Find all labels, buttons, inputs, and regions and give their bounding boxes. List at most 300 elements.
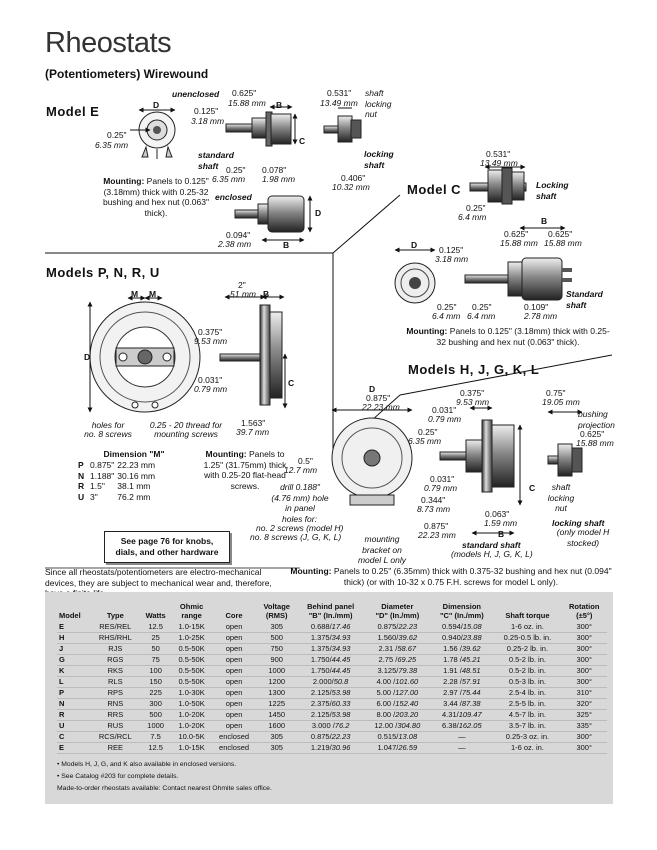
- table-cell: [364, 732, 430, 743]
- table-row: [57, 732, 607, 743]
- table-cell: [172, 732, 212, 743]
- table-cell: [364, 699, 430, 710]
- dim-value: 0.125": [194, 106, 219, 116]
- cell-value: 1.78 /: [443, 655, 462, 664]
- cell-value: open: [225, 666, 243, 675]
- table-cell: [561, 622, 607, 633]
- cell-value: RJS: [108, 644, 123, 653]
- cell-value: 1.0-50K: [178, 699, 205, 708]
- cell-value: 1.750/: [310, 666, 332, 675]
- dimension-m-row: [78, 471, 158, 482]
- model-e-locking-shaft-view: [324, 108, 361, 142]
- cell-value: RPS: [107, 688, 124, 697]
- table-cell: [297, 633, 364, 644]
- cell-value: 12.00 /: [374, 721, 398, 730]
- table-cell: [430, 644, 493, 655]
- table-cell: [91, 622, 140, 633]
- table-cell: [493, 677, 561, 688]
- holes-jgkl-label: no. 8 screws (J, G, K, L): [250, 532, 342, 542]
- table-cell: [257, 710, 297, 721]
- dimension-m-cell: U: [78, 491, 85, 502]
- cell-value: 1200: [268, 677, 286, 686]
- header-line: [59, 602, 89, 611]
- table-cell: [297, 710, 364, 721]
- cell-value: 8.00 /: [376, 710, 396, 719]
- table-cell: [57, 655, 91, 666]
- cell-value: 300°: [576, 677, 592, 686]
- dim-value-mm: 2.78 mm: [524, 311, 558, 321]
- header-line: range: [181, 611, 202, 620]
- table-cell: [561, 710, 607, 721]
- dim-value: 0.344": [421, 495, 446, 505]
- table-cell: [57, 677, 91, 688]
- cell-value: 300°: [576, 666, 592, 675]
- header-line: Watts: [145, 611, 166, 620]
- dim-value: 0.625": [232, 88, 257, 98]
- table-cell: [172, 677, 212, 688]
- cell-value: 87.38: [461, 699, 481, 708]
- cell-value: H: [59, 633, 65, 642]
- dimension-m-row: [78, 481, 158, 492]
- cell-value: 75: [151, 655, 160, 664]
- dim-d-label: D: [153, 100, 160, 110]
- dim-value-mm: 15.88 mm: [576, 438, 614, 448]
- dim-value: 0.375": [460, 388, 485, 398]
- table-cell: [493, 732, 561, 743]
- dim-value: 0.625": [548, 229, 573, 239]
- cell-value: 7.5: [150, 732, 161, 741]
- holes-for-label: holes for:: [282, 514, 317, 524]
- cell-value: 15.08: [462, 622, 482, 631]
- dim-value-mm: 6.4 mm: [432, 311, 461, 321]
- dim-value: 0.25": [107, 130, 127, 140]
- cell-value: 45.21: [461, 655, 481, 664]
- table-cell: [493, 688, 561, 699]
- cell-value: 76.2: [334, 721, 350, 730]
- table-cell: [297, 743, 364, 754]
- cell-value: 0.688/: [310, 622, 332, 631]
- table-cell: [140, 710, 172, 721]
- header-line: [93, 602, 138, 611]
- cell-value: 0.25-2 lb. in.: [506, 644, 549, 653]
- drill-hole-note: drill 0.188" (4.76 mm) hole in panel: [271, 482, 329, 513]
- table-cell: [212, 622, 257, 633]
- specification-table: [45, 592, 613, 804]
- cell-value: 34.93: [331, 644, 351, 653]
- table-cell: [364, 655, 430, 666]
- dim-m-label: M: [131, 289, 139, 299]
- cell-value: 13.08: [398, 732, 418, 741]
- cell-value: 0.5-50K: [178, 655, 205, 664]
- dim-value-mm: 9.53 mm: [456, 397, 490, 407]
- locking-shaft-label: locking shaft: [364, 149, 394, 170]
- cell-value: RCS/RCL: [98, 732, 132, 741]
- enclosed-label: enclosed: [215, 192, 252, 202]
- cell-value: 500: [149, 710, 162, 719]
- cell-value: 53.98: [331, 688, 351, 697]
- cell-value: 22.23: [331, 732, 351, 741]
- table-cell: [91, 721, 140, 732]
- cell-value: R: [59, 710, 65, 719]
- table-row: [57, 721, 607, 732]
- cell-value: 0.5-50K: [178, 677, 205, 686]
- table-cell: [297, 622, 364, 633]
- dimension-m-cell: R: [78, 481, 85, 491]
- cell-value: 4.5-7 lb. in.: [508, 710, 546, 719]
- locking-shaft-label: locking shaft: [552, 518, 605, 528]
- cell-value: 0.5-50K: [178, 666, 205, 675]
- table-cell: [430, 666, 493, 677]
- table-cell: [364, 743, 430, 754]
- cell-value: 0.875/: [310, 732, 332, 741]
- table-cell: [257, 688, 297, 699]
- dim-value-mm: 6.4 mm: [458, 212, 487, 222]
- cell-value: 26.59: [398, 743, 418, 752]
- table-header-cell: [57, 602, 91, 622]
- cell-value: 750: [270, 644, 283, 653]
- dimension-m-table: [78, 460, 158, 502]
- table-cell: [91, 699, 140, 710]
- dim-value: 0.125": [439, 245, 464, 255]
- dim-value: 0.875": [366, 393, 391, 403]
- cell-value: REE: [107, 743, 124, 752]
- table-cell: [257, 677, 297, 688]
- table-cell: [140, 688, 172, 699]
- table-cell: [430, 633, 493, 644]
- table-cell: [140, 721, 172, 732]
- cell-value: J: [59, 644, 64, 653]
- cell-value: RHS/RHL: [98, 633, 132, 642]
- dim-value: 1.563": [241, 418, 266, 428]
- table-cell: [257, 633, 297, 644]
- cell-value: 1.560/: [377, 633, 399, 642]
- table-row: [57, 622, 607, 633]
- cell-value: 0.25-3 oz. in.: [505, 732, 550, 741]
- dim-d-label: D: [84, 352, 91, 362]
- dim-b-label: B: [276, 100, 283, 110]
- cell-value: open: [225, 710, 243, 719]
- holes-for-label: holes for: [91, 420, 125, 430]
- header-line: [495, 602, 559, 611]
- table-row: [57, 688, 607, 699]
- dim-value: 2": [238, 280, 246, 290]
- cell-value: 335°: [576, 721, 592, 730]
- cell-value: L: [59, 677, 64, 686]
- table-cell: [212, 677, 257, 688]
- cell-value: 25: [151, 633, 160, 642]
- model-e-heading: Model E: [46, 104, 100, 119]
- table-cell: [430, 622, 493, 633]
- standard-shaft-label: standard shaft: [198, 150, 234, 171]
- table-cell: [257, 622, 297, 633]
- no8-screws-label: no. 8 screws: [84, 429, 132, 439]
- cell-value: P: [59, 688, 65, 697]
- dim-value: 0.875": [424, 521, 449, 531]
- table-cell: [57, 666, 91, 677]
- dim-value-mm: 0.79 mm: [194, 384, 228, 394]
- cell-value: 304.80: [397, 721, 421, 730]
- cell-value: —: [458, 732, 466, 741]
- table-cell: [172, 688, 212, 699]
- cell-value: 225: [149, 688, 162, 697]
- cell-value: K: [59, 666, 65, 675]
- table-cell: [257, 732, 297, 743]
- table-cell: [140, 732, 172, 743]
- table-cell: [140, 622, 172, 633]
- cell-value: 60.33: [331, 699, 351, 708]
- table-cell: [297, 732, 364, 743]
- cell-value: 69.25: [397, 655, 417, 664]
- dimension-m-cell: 22.23 mm: [117, 460, 156, 470]
- table-cell: [212, 644, 257, 655]
- cell-value: 44.45: [331, 666, 351, 675]
- cell-value: 320°: [576, 699, 592, 708]
- table-cell: [493, 721, 561, 732]
- dim-value-mm: 2.38 mm: [218, 239, 252, 249]
- header-line: (RMS): [265, 611, 288, 620]
- table-cell: [57, 743, 91, 754]
- table-cell: [430, 655, 493, 666]
- cell-value: 1.56 /: [443, 644, 462, 653]
- table-cell: [212, 666, 257, 677]
- header-line: [214, 602, 255, 611]
- cell-value: 127.00: [395, 688, 419, 697]
- dim-b-label: B: [283, 240, 290, 250]
- table-cell: [91, 655, 140, 666]
- dim-value-mm: 10.32 mm: [332, 182, 370, 192]
- table-header-cell: [212, 602, 257, 622]
- cell-value: 150: [149, 677, 162, 686]
- table-row: [57, 633, 607, 644]
- cell-value: open: [225, 721, 243, 730]
- model-pnru-mounting-note: Mounting: Panels to 1.25" (31.75mm) thick with 0.25-20 flat-head screws.: [203, 449, 287, 491]
- table-cell: [561, 666, 607, 677]
- table-cell: [172, 743, 212, 754]
- bushing-projection-label: bushing projection: [578, 409, 615, 430]
- table-header-cell: [257, 602, 297, 622]
- model-c-mounting-note: Mounting: Panels to 0.125" (3.18mm) thick with 0.25-32 bushing and hex nut (0.063" thick).: [406, 326, 610, 347]
- model-pnru-heading: Models P, N, R, U: [46, 265, 160, 280]
- cell-value: open: [225, 688, 243, 697]
- cell-value: open: [225, 633, 243, 642]
- cell-value: 1.219/: [310, 743, 332, 752]
- cell-value: open: [225, 677, 243, 686]
- cell-value: open: [225, 699, 243, 708]
- cell-value: 2.000/: [312, 677, 334, 686]
- mounting-bracket-note: mounting bracket on model L only: [357, 534, 407, 565]
- table-cell: [212, 732, 257, 743]
- cell-value: 300°: [576, 622, 592, 631]
- dim-value: 0.063": [485, 509, 510, 519]
- cell-value: 30.96: [331, 743, 351, 752]
- table-cell: [172, 633, 212, 644]
- cell-value: 0.5-50K: [178, 644, 205, 653]
- table-cell: [493, 633, 561, 644]
- table-cell: [493, 655, 561, 666]
- cell-value: 6.38/: [442, 721, 459, 730]
- table-header-cell: [430, 602, 493, 622]
- table-cell: [493, 710, 561, 721]
- dimension-m-cell: 30.16 mm: [117, 470, 156, 481]
- table-header-cell: [364, 602, 430, 622]
- cell-value: 1.375/: [310, 644, 332, 653]
- cell-value: RLS: [108, 677, 123, 686]
- header-line: [142, 602, 170, 611]
- table-cell: [57, 699, 91, 710]
- model-e-side-view: [226, 107, 295, 146]
- table-cell: [561, 644, 607, 655]
- cell-value: 2.5-4 lb. in.: [508, 688, 546, 697]
- cell-value: 39.62: [398, 633, 418, 642]
- table-cell: [140, 633, 172, 644]
- cell-value: 1.0-15K: [178, 743, 205, 752]
- table-cell: [212, 655, 257, 666]
- header-line: Shaft torque: [505, 611, 550, 620]
- cell-value: open: [225, 655, 243, 664]
- cell-value: 0.5-3 lb. in.: [508, 677, 546, 686]
- table-cell: [257, 699, 297, 710]
- dim-value: 0.109": [524, 302, 549, 312]
- table-row: [57, 677, 607, 688]
- table-cell: [297, 666, 364, 677]
- cell-value: RKS: [107, 666, 124, 675]
- table-cell: [561, 677, 607, 688]
- disclaimer-text: Since all rheostats/potentiometers are electro-mechanical devices, they are subject to mechanical wear and, therefore,: [45, 567, 272, 588]
- cell-value: 75.44: [461, 688, 481, 697]
- cell-value: 100: [149, 666, 162, 675]
- table-cell: [172, 666, 212, 677]
- cell-value: C: [59, 732, 65, 741]
- model-pnru-side-view: [220, 297, 285, 408]
- header-line: Diameter: [381, 602, 414, 611]
- cell-value: 0.875/: [377, 622, 399, 631]
- table-row: [57, 743, 607, 754]
- table-cell: [364, 644, 430, 655]
- table-cell: [57, 622, 91, 633]
- table-cell: [91, 644, 140, 655]
- dim-value: 0.375": [198, 327, 223, 337]
- table-cell: [140, 677, 172, 688]
- cell-value: 39.62: [461, 644, 481, 653]
- see-page-hardware-box: See page 76 for knobs, dials, and other hardware: [104, 531, 230, 563]
- table-cell: [364, 622, 430, 633]
- cell-value: RUS: [107, 721, 124, 730]
- table-cell: [257, 666, 297, 677]
- cell-value: 300: [149, 699, 162, 708]
- footnote: • Models H, J, G, and K also available in enclosed versions.: [57, 761, 237, 768]
- cell-value: 79.38: [398, 666, 418, 675]
- cell-value: 305: [270, 622, 283, 631]
- dim-value: 0.031": [198, 375, 223, 385]
- cell-value: E: [59, 743, 65, 752]
- dim-value: 0.25": [466, 203, 486, 213]
- dim-m-label: M: [149, 289, 157, 299]
- table-cell: [257, 644, 297, 655]
- table-cell: [430, 710, 493, 721]
- header-line: "B" (In./mm): [308, 611, 353, 620]
- cell-value: 109.47: [458, 710, 482, 719]
- cell-value: 1.0-15K: [178, 622, 205, 631]
- footnote: • See Catalog #203 for complete details.: [57, 773, 179, 780]
- dim-value: 0.625": [580, 429, 605, 439]
- dimension-m-cell: 76.2 mm: [117, 491, 151, 502]
- table-cell: [91, 677, 140, 688]
- table-cell: [364, 710, 430, 721]
- header-line: Model: [59, 611, 81, 620]
- table-cell: [212, 688, 257, 699]
- dim-value-mm: 0.79 mm: [428, 414, 462, 424]
- dimension-m-table-title: Dimension "M": [103, 449, 165, 459]
- cell-value: 2.75 /: [378, 655, 398, 664]
- table-header-cell: [91, 602, 140, 622]
- dim-value: 0.094": [226, 230, 251, 240]
- cell-value: 325°: [576, 710, 592, 719]
- cell-value: 2.97 /: [443, 688, 462, 697]
- holes-h-label: no. 2 screws (model H): [256, 523, 344, 533]
- cell-value: 2.28 /: [443, 677, 462, 686]
- table-cell: [493, 666, 561, 677]
- header-line: "C" (In./mm): [439, 611, 484, 620]
- cell-value: 3.125/: [377, 666, 399, 675]
- table-cell: [172, 721, 212, 732]
- dim-value: 0.031": [430, 474, 455, 484]
- cell-value: 300°: [576, 633, 592, 642]
- dim-value-mm: 22.23 mm: [362, 402, 400, 412]
- divider-line: [333, 195, 400, 253]
- dim-value-mm: 1.59 mm: [484, 518, 518, 528]
- cell-value: 57.91: [461, 677, 481, 686]
- cell-value: 17.46: [331, 622, 351, 631]
- cell-value: 48.51: [461, 666, 481, 675]
- table-cell: [172, 655, 212, 666]
- dim-c-label: C: [299, 136, 306, 146]
- dim-value-mm: 19.05 mm: [542, 397, 580, 407]
- dim-value: 0.25": [226, 165, 246, 175]
- header-line: "D" (In./mm): [375, 611, 420, 620]
- dim-value-mm: 9.53 mm: [194, 336, 228, 346]
- dimension-m-cell: 3": [90, 491, 98, 502]
- cell-value: 300°: [576, 655, 592, 664]
- dimension-m-cell: 38.1 mm: [117, 481, 151, 491]
- cell-value: 2.5-5 lb. in.: [508, 699, 546, 708]
- table-cell: [430, 688, 493, 699]
- cell-value: 900: [270, 655, 283, 664]
- table-cell: [212, 710, 257, 721]
- table-cell: [57, 710, 91, 721]
- dim-value-mm: 0.79 mm: [424, 483, 458, 493]
- dim-value: 0.25": [472, 302, 492, 312]
- cell-value: G: [59, 655, 65, 664]
- table-cell: [430, 699, 493, 710]
- header-line: Rotation: [569, 602, 600, 611]
- dim-value-mm: 13.49 mm: [480, 158, 518, 168]
- standard-shaft-label: Standard shaft: [566, 289, 603, 310]
- dimension-m-row: [78, 460, 158, 471]
- table-cell: [561, 732, 607, 743]
- cell-value: RNS: [107, 699, 124, 708]
- cell-value: 1-6 oz. in.: [510, 743, 544, 752]
- dim-value: 0.25": [437, 302, 457, 312]
- table-cell: [172, 644, 212, 655]
- dim-value-mm: 6.35 mm: [408, 436, 442, 446]
- cell-value: 2.31 /: [378, 644, 398, 653]
- table-cell: [57, 721, 91, 732]
- cell-value: 22.23: [398, 622, 418, 631]
- cell-value: RGS: [107, 655, 124, 664]
- table-cell: [430, 677, 493, 688]
- table-cell: [493, 622, 561, 633]
- cell-value: 0.25-0.5 lb. in.: [503, 633, 552, 642]
